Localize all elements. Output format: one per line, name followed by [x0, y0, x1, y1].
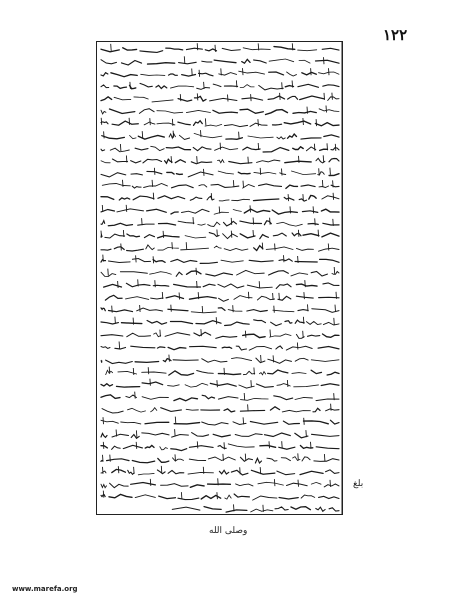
- manuscript-line: [101, 329, 339, 338]
- manuscript-line: [101, 491, 339, 501]
- manuscript-line: [105, 292, 339, 302]
- manuscript-line: [101, 441, 339, 450]
- manuscript-line: [101, 453, 339, 463]
- manuscript-line: [101, 93, 339, 102]
- manuscript-line: [101, 255, 339, 264]
- manuscript-line: [106, 367, 339, 376]
- catchword: وصلى الله: [209, 526, 248, 536]
- manuscript-line: [102, 404, 339, 413]
- manuscript-line: [101, 417, 339, 425]
- manuscript-line: [102, 130, 339, 139]
- manuscript-line: [101, 118, 339, 127]
- website-watermark: www.marefa.org: [12, 585, 78, 593]
- manuscript-line: [101, 217, 339, 226]
- manuscript-line: [101, 155, 339, 164]
- page-number: ١٢٢: [383, 26, 408, 44]
- manuscript-line: [101, 56, 339, 65]
- manuscript-line: [101, 379, 339, 388]
- manuscript-line: [101, 43, 339, 52]
- manuscript-line: [101, 304, 339, 313]
- manuscript-line: [101, 355, 339, 364]
- manuscript-line: [101, 205, 339, 214]
- manuscript-line: [101, 143, 339, 152]
- manuscript-line: [101, 342, 339, 351]
- manuscript-line: [101, 168, 339, 177]
- manuscript-line: [101, 478, 339, 487]
- manuscript-line: [101, 392, 339, 401]
- manuscript-line: [172, 504, 339, 512]
- manuscript-line: [101, 106, 339, 115]
- manuscript-line: [101, 267, 339, 276]
- manuscript-line: [101, 317, 339, 326]
- manuscript-line: [101, 242, 339, 251]
- margin-note: بلغ: [353, 479, 364, 489]
- manuscript-line: [101, 230, 339, 239]
- manuscript-line: [104, 279, 339, 288]
- manuscript-line: [102, 180, 339, 189]
- manuscript-line: [101, 466, 339, 475]
- manuscript-line: [101, 80, 339, 90]
- manuscript-line: [101, 429, 339, 438]
- manuscript-line: [101, 193, 339, 201]
- manuscript-line: [101, 68, 339, 77]
